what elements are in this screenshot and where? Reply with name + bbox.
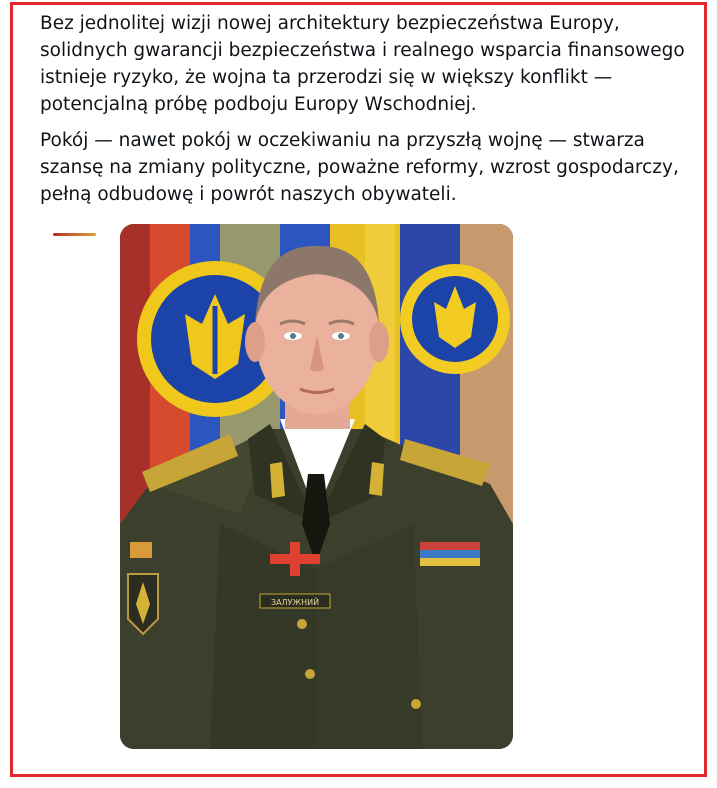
post-text xyxy=(40,10,690,217)
name-tag-text: ЗАЛУЖНИЙ xyxy=(270,598,320,607)
post-paragraph: Bez jednolitej wizji nowej architektury bezpieczeństwa Europy, solidnych gwarancji bezpieczeństwa i realnego wsparcia finansowego istnieje ryzyko, że wojna ta przerodzi się w większy konflikt — potencjalną próbę podboju Europy Wschodniej. xyxy=(40,13,685,115)
post-photo[interactable] xyxy=(120,224,513,749)
post-paragraph: Pokój — nawet pokój w oczekiwaniu na przyszłą wojnę — stwarza szansę na zmiany polityczne, poważne reformy, wzrost gospodarczy, pełną odbudowę i powrót naszych obywateli. xyxy=(40,130,679,205)
previous-media-thumbnail[interactable] xyxy=(53,233,96,236)
